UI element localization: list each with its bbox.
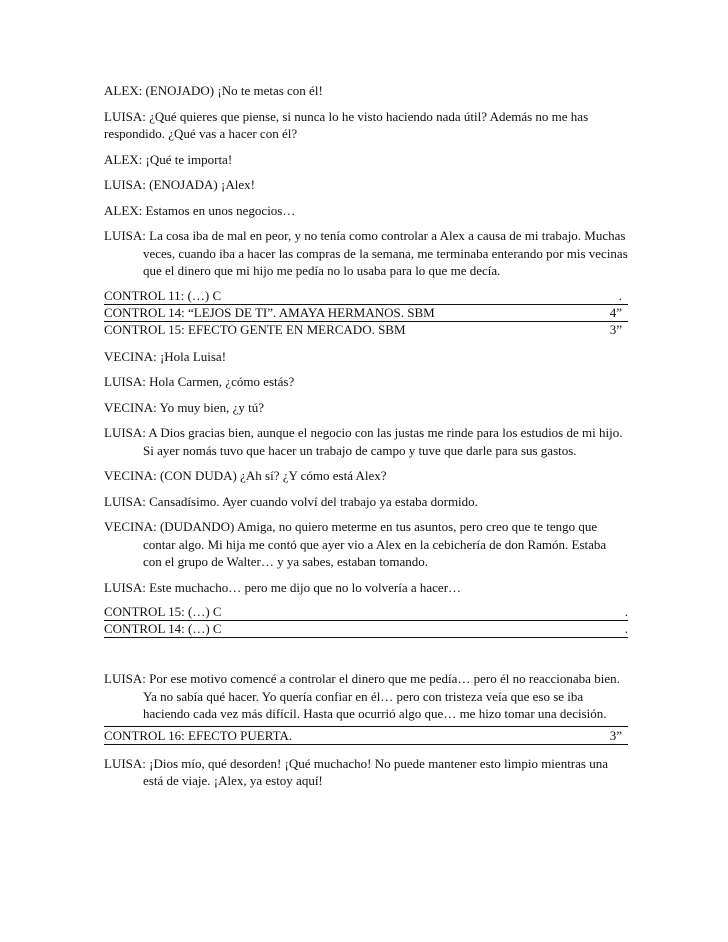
dialogue-line: LUISA: Hola Carmen, ¿cómo estás? xyxy=(104,374,295,389)
control-cue xyxy=(104,322,628,338)
dialogue-line: LUISA: Por ese motivo comencé a controlar el dinero que me pedía… pero él no reaccionaba bien. Ya no sabía qué hacer. Yo quería confiar en él… pero con tristeza veía que eso se iba haciendo cada vez más difícil. Hasta que ocurrió algo que… me hizo tomar una decisión. xyxy=(104,671,620,721)
control-cue-block xyxy=(104,288,628,338)
control-cue-duration: 4” xyxy=(609,304,622,320)
dialogue-line: LUISA: La cosa iba de mal en peor, y no tenía como controlar a Alex a causa de mi trabajo. Muchas veces, cuando iba a hacer las compras de la semana, me terminaba enterando por mis vecinas que el dinero que mi hijo me pedía no lo usaba para lo que me decía. xyxy=(104,228,628,278)
dialogue-line: LUISA: A Dios gracias bien, aunque el negocio con las justas me rinde para los estudios de mi hijo. Si ayer nomás tuvo que hacer un trabajo de campo y tuve que darle para sus gastos. xyxy=(104,425,623,458)
dialogue-line: ALEX: ¡Qué te importa! xyxy=(104,151,233,167)
dialogue-line: VECINA: (DUDANDO) Amiga, no quiero meterme en tus asuntos, pero creo que te tengo que contar algo. Mi hija me contó que ayer vio a Alex en la cebichería de don Ramón. Estaba con el grupo de Walter… y ya sabes, estaban tomando. xyxy=(104,519,607,569)
control-cue-duration: . xyxy=(624,604,628,619)
dialogue-line: ALEX: (ENOJADO) ¡No te metas con él! xyxy=(104,83,323,98)
control-cue-text: CONTROL 16: EFECTO PUERTA. xyxy=(104,727,293,743)
dialogue-line: ALEX: Estamos en unos negocios… xyxy=(104,202,296,218)
dialogue-line: LUISA: Este muchacho… pero me dijo que no lo volvería a hacer… xyxy=(104,579,462,595)
control-cue xyxy=(104,726,628,745)
control-cue-duration: 3” xyxy=(609,727,622,743)
control-cue xyxy=(104,288,628,305)
control-cue-text: CONTROL 11: (…) C xyxy=(104,287,222,303)
script-page xyxy=(104,82,628,798)
dialogue-line: VECINA: (CON DUDA) ¿Ah sí? ¿Y cómo está Alex? xyxy=(104,468,387,483)
control-cue xyxy=(104,621,628,638)
control-cue-duration: . xyxy=(624,621,628,636)
control-cue-text: CONTROL 14: “LEJOS DE TI”. AMAYA HERMANOS. SBM xyxy=(104,304,435,320)
control-cue-text: CONTROL 15: (…) C xyxy=(104,604,222,619)
dialogue-line: LUISA: Cansadísimo. Ayer cuando volví del trabajo ya estaba dormido. xyxy=(104,493,478,509)
control-cue-text: CONTROL 14: (…) C xyxy=(104,621,222,636)
control-cue-block xyxy=(104,604,628,638)
spacer xyxy=(104,648,628,670)
control-cue-text: CONTROL 15: EFECTO GENTE EN MERCADO. SBM xyxy=(104,321,406,337)
dialogue-line: LUISA: (ENOJADA) ¡Alex! xyxy=(104,177,255,192)
control-cue-block xyxy=(104,726,628,745)
control-cue-duration: . xyxy=(618,287,622,303)
control-cue-duration: 3” xyxy=(609,321,622,337)
dialogue-line: VECINA: ¡Hola Luisa! xyxy=(104,348,227,364)
control-cue xyxy=(104,604,628,621)
control-cue xyxy=(104,305,628,322)
dialogue-line: LUISA: ¿Qué quieres que piense, si nunca lo he visto haciendo nada útil? Además no me has respondido. ¿Qué vas a hacer con él? xyxy=(104,108,589,141)
dialogue-line: LUISA: ¡Dios mío, qué desorden! ¡Qué muchacho! No puede mantener esto limpio mientras una está de viaje. ¡Alex, ya estoy aquí! xyxy=(104,755,608,788)
dialogue-line: VECINA: Yo muy bien, ¿y tú? xyxy=(104,399,264,415)
